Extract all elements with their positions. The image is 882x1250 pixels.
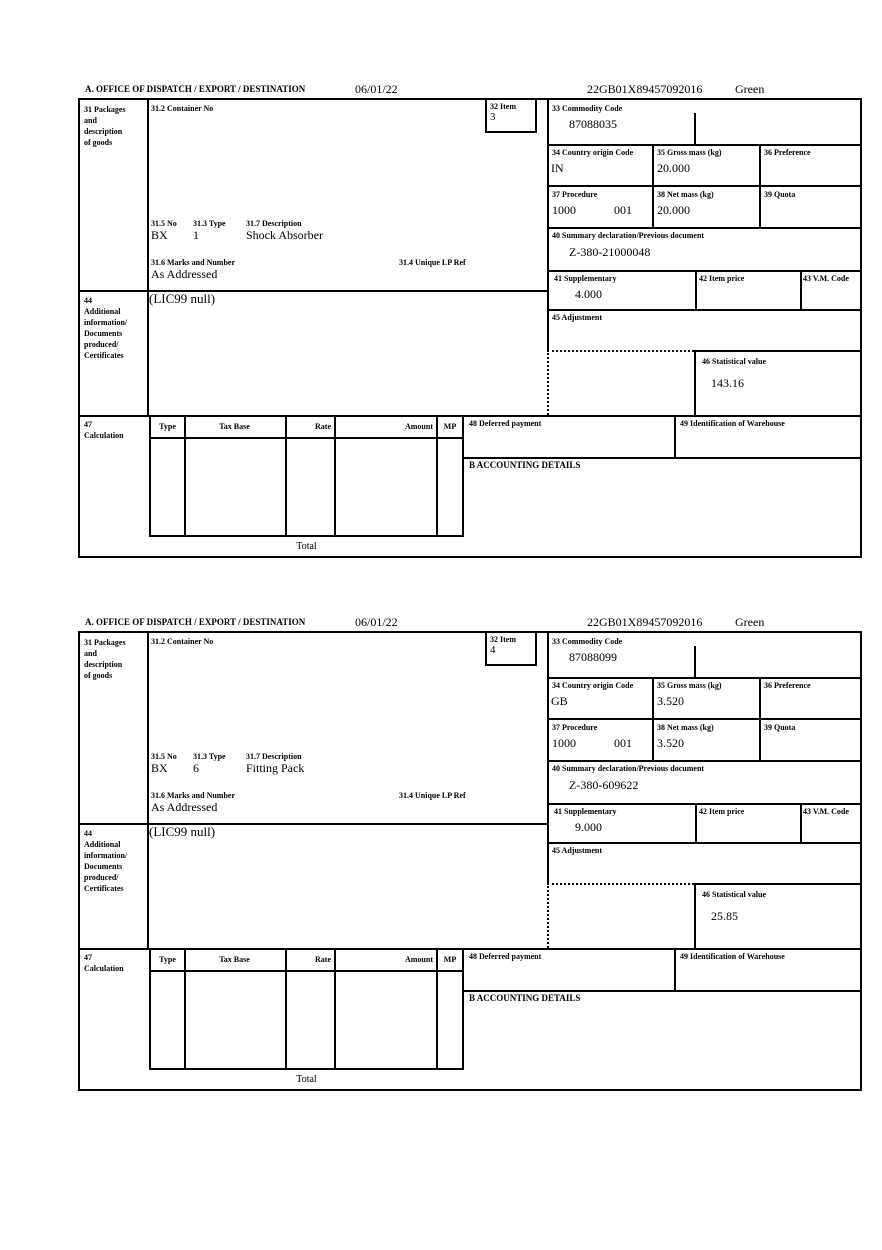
dispatch-date: 06/01/22 <box>355 82 398 96</box>
unique-lp-ref-label: 31.4 Unique LP Ref <box>399 791 466 800</box>
calc-mp-header: MP <box>443 955 457 964</box>
commodity-code-label: 33 Commodity Code <box>552 637 623 646</box>
description-label: 31.7 Description <box>246 752 302 761</box>
preference-label: 36 Preference <box>764 681 811 690</box>
divider <box>800 803 802 842</box>
total-label: Total <box>296 541 317 552</box>
container-no-label: 31.2 Container No <box>151 104 214 113</box>
commodity-code: 87088099 <box>569 650 617 664</box>
gross-mass-label: 35 Gross mass (kg) <box>657 681 722 690</box>
package-no-label: 31.5 No <box>151 219 177 228</box>
commodity-code-subdivider <box>694 113 696 144</box>
divider <box>147 100 149 415</box>
calc-type-header: Type <box>159 422 176 431</box>
item-label: 32 Item <box>490 102 516 111</box>
calculation-label: 47 Calculation <box>84 420 124 440</box>
statistical-value-label: 46 Statistical value <box>702 890 766 899</box>
divider <box>759 144 761 227</box>
statistical-value-box <box>694 883 862 950</box>
calc-amount-header: Amount <box>404 955 433 964</box>
goods-description: Fitting Pack <box>246 761 305 775</box>
deferred-payment-label: 48 Deferred payment <box>469 952 542 961</box>
package-type-label: 31.3 Type <box>193 752 226 761</box>
section-header <box>78 80 862 98</box>
divider <box>547 270 860 272</box>
item-number-box <box>485 100 537 133</box>
additional-information: (LIC99 null) <box>149 824 216 839</box>
item-number: 3 <box>490 111 496 123</box>
country-origin-code: GB <box>551 694 568 708</box>
adjustment-label: 45 Adjustment <box>552 313 603 322</box>
divider <box>184 950 186 1068</box>
statistical-value: 143.16 <box>711 376 744 390</box>
supplementary-units: 9.000 <box>575 820 602 834</box>
package-type: 6 <box>193 761 199 775</box>
divider <box>547 633 549 883</box>
package-no: BX <box>151 228 168 242</box>
net-mass-label: 38 Net mass (kg) <box>657 190 714 199</box>
unique-lp-ref-label: 31.4 Unique LP Ref <box>399 258 466 267</box>
divider <box>547 718 860 720</box>
divider <box>547 144 860 146</box>
package-no-label: 31.5 No <box>151 752 177 761</box>
divider <box>547 803 860 805</box>
office-of-dispatch-label: A. OFFICE OF DISPATCH / EXPORT / DESTINATION <box>85 84 306 94</box>
packages-description-label: 31 Packages and description of goods <box>84 638 126 680</box>
gross-mass-label: 35 Gross mass (kg) <box>657 148 722 157</box>
procedure-code-additional: 001 <box>614 736 632 750</box>
summary-declaration-label: 40 Summary declaration/Previous document <box>552 231 705 240</box>
dotted-divider <box>547 350 694 352</box>
tax-calculation-table <box>149 950 464 1070</box>
commodity-code-label: 33 Commodity Code <box>552 104 623 113</box>
country-origin-label: 34 Country origin Code <box>552 148 634 157</box>
additional-info-label: 44 Additional information/ Documents produced/ Certificates <box>84 296 128 360</box>
calc-amount-header: Amount <box>404 422 433 431</box>
dotted-divider <box>547 350 549 415</box>
procedure-code: 1000 <box>552 736 576 750</box>
vm-code-label: 43 V.M. Code <box>803 807 849 816</box>
supplementary-label: 41 Supplementary <box>554 274 617 283</box>
additional-information: (LIC99 null) <box>149 291 216 306</box>
accounting-details-label: B ACCOUNTING DETAILS <box>469 993 581 1003</box>
marks-number-label: 31.6 Marks and Number <box>151 258 236 267</box>
country-origin-code: IN <box>551 161 564 175</box>
quota-label: 39 Quota <box>764 190 796 199</box>
net-mass: 20.000 <box>657 203 690 217</box>
divider <box>334 417 336 535</box>
description-label: 31.7 Description <box>246 219 302 228</box>
summary-declaration: Z-380-21000048 <box>569 245 651 259</box>
package-type: 1 <box>193 228 199 242</box>
commodity-code-subdivider <box>694 646 696 677</box>
item-number: 4 <box>490 644 496 656</box>
summary-declaration-label: 40 Summary declaration/Previous document <box>552 764 705 773</box>
package-type-label: 31.3 Type <box>193 219 226 228</box>
divider <box>547 100 549 350</box>
container-no-label: 31.2 Container No <box>151 637 214 646</box>
additional-info-label: 44 Additional information/ Documents produced/ Certificates <box>84 829 128 893</box>
procedure-code-additional: 001 <box>614 203 632 217</box>
section-header <box>78 613 862 631</box>
divider <box>695 803 697 842</box>
procedure-label: 37 Procedure <box>552 190 598 199</box>
adjustment-label: 45 Adjustment <box>552 846 603 855</box>
divider <box>436 417 438 535</box>
calc-tax-base-header: Tax Base <box>219 422 250 431</box>
divider <box>285 417 287 535</box>
statistical-value-label: 46 Statistical value <box>702 357 766 366</box>
declaration-item-section-2 <box>78 613 862 1091</box>
marks-and-number: As Addressed <box>151 267 218 281</box>
divider <box>547 185 860 187</box>
divider <box>547 227 860 229</box>
divider <box>547 760 860 762</box>
total-label: Total <box>296 1074 317 1085</box>
summary-declaration: Z-380-609622 <box>569 778 639 792</box>
divider <box>464 457 860 459</box>
quota-label: 39 Quota <box>764 723 796 732</box>
divider <box>151 437 462 439</box>
country-origin-label: 34 Country origin Code <box>552 681 634 690</box>
calculation-label: 47 Calculation <box>84 953 124 973</box>
route-indicator: Green <box>735 82 765 96</box>
calc-rate-header: Rate <box>315 422 331 431</box>
tax-calculation-table <box>149 417 464 537</box>
statistical-value-box <box>694 350 862 417</box>
supplementary-units: 4.000 <box>575 287 602 301</box>
movement-reference: 22GB01X89457092016 <box>587 82 703 96</box>
preference-label: 36 Preference <box>764 148 811 157</box>
divider <box>652 144 654 227</box>
warehouse-id-label: 49 Identification of Warehouse <box>680 952 785 961</box>
movement-reference: 22GB01X89457092016 <box>587 615 703 629</box>
calc-rate-header: Rate <box>315 955 331 964</box>
item-price-label: 42 Item price <box>699 807 745 816</box>
statistical-value: 25.85 <box>711 909 738 923</box>
sad-item-form <box>78 98 862 558</box>
declaration-item-section-1 <box>78 80 862 558</box>
package-no: BX <box>151 761 168 775</box>
item-price-label: 42 Item price <box>699 274 745 283</box>
gross-mass: 3.520 <box>657 694 684 708</box>
warehouse-id-label: 49 Identification of Warehouse <box>680 419 785 428</box>
office-of-dispatch-label: A. OFFICE OF DISPATCH / EXPORT / DESTINATION <box>85 617 306 627</box>
divider <box>674 415 676 457</box>
divider <box>547 309 860 311</box>
commodity-code: 87088035 <box>569 117 617 131</box>
divider <box>184 417 186 535</box>
net-mass: 3.520 <box>657 736 684 750</box>
marks-and-number: As Addressed <box>151 800 218 814</box>
divider <box>334 950 336 1068</box>
calc-tax-base-header: Tax Base <box>219 955 250 964</box>
divider <box>147 633 149 948</box>
divider <box>695 270 697 309</box>
net-mass-label: 38 Net mass (kg) <box>657 723 714 732</box>
route-indicator: Green <box>735 615 765 629</box>
divider <box>464 990 860 992</box>
packages-description-label: 31 Packages and description of goods <box>84 105 126 147</box>
gross-mass: 20.000 <box>657 161 690 175</box>
dotted-divider <box>547 883 694 885</box>
marks-number-label: 31.6 Marks and Number <box>151 791 236 800</box>
supplementary-label: 41 Supplementary <box>554 807 617 816</box>
divider <box>285 950 287 1068</box>
divider <box>759 677 761 760</box>
dispatch-date: 06/01/22 <box>355 615 398 629</box>
item-label: 32 Item <box>490 635 516 644</box>
divider <box>151 970 462 972</box>
accounting-details-label: B ACCOUNTING DETAILS <box>469 460 581 470</box>
calc-mp-header: MP <box>443 422 457 431</box>
divider <box>652 677 654 760</box>
vm-code-label: 43 V.M. Code <box>803 274 849 283</box>
dotted-divider <box>547 883 549 948</box>
deferred-payment-label: 48 Deferred payment <box>469 419 542 428</box>
goods-description: Shock Absorber <box>246 228 323 242</box>
procedure-label: 37 Procedure <box>552 723 598 732</box>
item-number-box <box>485 633 537 666</box>
sad-item-form <box>78 631 862 1091</box>
divider <box>436 950 438 1068</box>
procedure-code: 1000 <box>552 203 576 217</box>
divider <box>674 948 676 990</box>
divider <box>800 270 802 309</box>
divider <box>547 842 860 844</box>
divider <box>547 677 860 679</box>
calc-type-header: Type <box>159 955 176 964</box>
